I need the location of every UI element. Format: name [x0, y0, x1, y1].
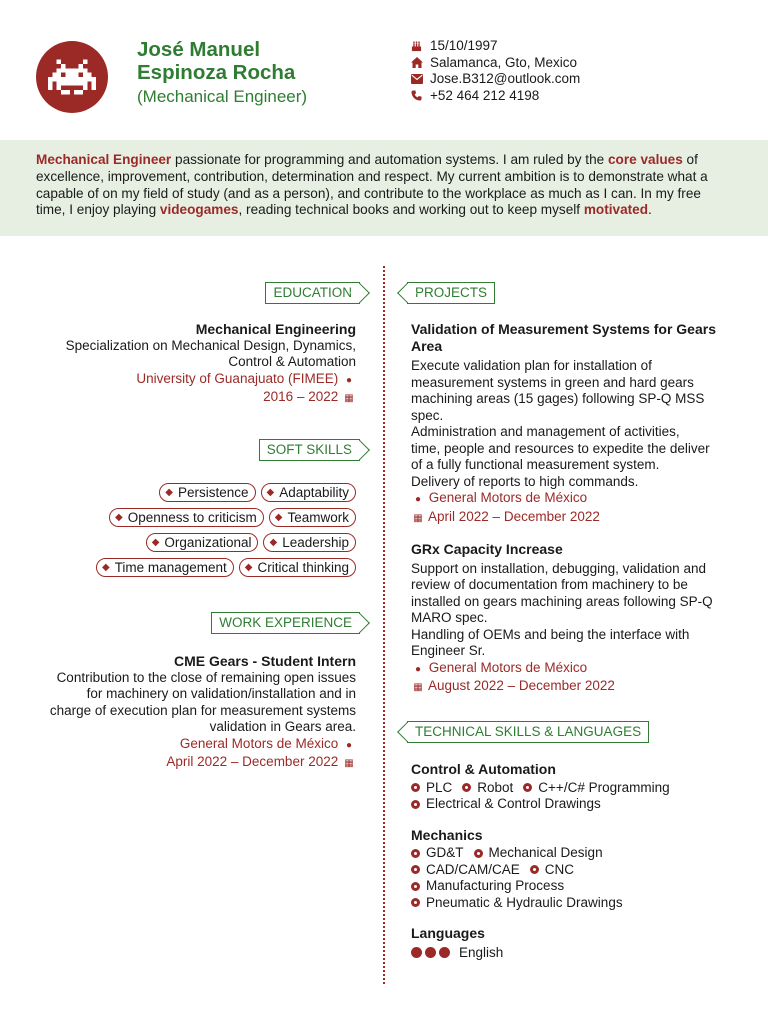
map-pin-icon: ● [414, 663, 422, 675]
education-section [26, 321, 356, 408]
level-dot-icon [411, 947, 422, 958]
project-2-line: review of documentation from machinery to be [411, 577, 688, 592]
home-icon [411, 57, 430, 68]
envelope-icon [411, 74, 430, 84]
soft-skills-heading: SOFT SKILLS [259, 439, 360, 461]
education-school [26, 371, 356, 390]
skill-row [411, 895, 741, 912]
project-2-dates [411, 678, 741, 697]
language-name: English [459, 944, 504, 960]
soft-skills-row [56, 508, 356, 527]
email-text[interactable]: Jose.B312@outlook.com [430, 71, 581, 86]
project-1-line: time, people and resources to expedite the deliver [411, 440, 710, 456]
skill-label: CNC [544, 861, 575, 877]
location-text: Salamanca, Gto, Mexico [430, 54, 578, 70]
skill-label: PLC [426, 779, 453, 795]
soft-skill-label: Persistence [177, 484, 249, 500]
soft-skills-row [56, 483, 356, 502]
work-desc-line-2: for machinery on validation/installation and in [86, 686, 356, 701]
bullet-icon [474, 849, 483, 858]
tag-icon: ◆ [101, 561, 110, 573]
soft-skill-label: Leadership [282, 534, 349, 550]
skill-row [411, 862, 741, 879]
map-pin-icon: ● [345, 739, 353, 751]
soft-skill-pill [109, 508, 264, 527]
birthdate-text: 15/10/1997 [430, 38, 498, 53]
school-text: University of Guanajuato (FIMEE) [136, 370, 339, 386]
skill-label: CAD/CAM/CAE [426, 861, 520, 877]
work-desc-line-1: Contribution to the close of remaining open issues [56, 669, 356, 685]
soft-skill-pill [263, 533, 356, 552]
project-1-line: Execute validation plan for installation of [411, 358, 652, 373]
language-level [411, 947, 453, 958]
tag-icon: ◆ [269, 536, 278, 548]
project-2-line: Engineer Sr. [411, 643, 486, 658]
control-automation-title: Control & Automation [411, 761, 556, 777]
phone-text[interactable]: +52 464 212 4198 [430, 87, 540, 103]
soft-skill-pill [269, 508, 356, 527]
bullet-icon [411, 800, 420, 809]
soft-skills-row [56, 533, 356, 552]
summary-text-2: of excellence, improvement, contribution, determination and respect. My current ambition is to demonstrate what a capable of on my field of study (and as a person), and contribute to the workplace as much as I can. In my free time, I enjoy playing [36, 152, 708, 218]
education-degree: Mechanical Engineering [195, 321, 356, 337]
soft-skill-pill [146, 533, 259, 552]
calendar-icon: ▦ [344, 758, 354, 769]
level-dot-icon [439, 947, 450, 958]
skill-item [411, 845, 464, 862]
soft-skill-label: Openness to criticism [127, 509, 257, 525]
soft-skills-row [56, 558, 356, 577]
avatar [36, 41, 108, 113]
contact-email[interactable] [411, 71, 580, 88]
bullet-icon [411, 865, 420, 874]
calendar-icon: ▦ [344, 393, 354, 404]
languages-title: Languages [411, 925, 485, 941]
name-line-2: Espinoza Rocha [137, 61, 296, 84]
map-pin-icon: ● [345, 374, 353, 386]
skill-row [411, 878, 741, 895]
project-2-company [411, 660, 741, 679]
soft-skill-pill [159, 483, 255, 502]
education-years [26, 389, 356, 408]
bullet-icon [411, 882, 420, 891]
bullet-icon [530, 865, 539, 874]
map-pin-icon: ● [414, 494, 422, 505]
column-divider [383, 266, 385, 984]
calendar-icon: ▦ [413, 682, 423, 693]
project-1-title-line-2: Area [411, 337, 443, 354]
contact-birthdate [411, 38, 580, 55]
summary-text-3: , reading technical books and working out to keep myself [238, 202, 584, 218]
project-1-dates [411, 509, 741, 528]
tag-icon: ◆ [266, 486, 275, 498]
work-desc-line-3: charge of execution plan for measurement systems [49, 702, 356, 718]
summary-highlight-motivated: motivated [583, 202, 649, 218]
work-experience-section [16, 653, 356, 773]
level-dot-icon [425, 947, 436, 958]
skill-item [411, 796, 601, 813]
technical-skills-heading: TECHNICAL SKILLS & LANGUAGES [407, 721, 649, 743]
project-2-line: MARO spec. [411, 610, 488, 625]
tag-icon: ◆ [115, 511, 123, 523]
dates-text: April 2022 – December 2022 [166, 754, 339, 769]
tag-icon: ◆ [244, 561, 253, 573]
education-spec-line-1: Specialization on Mechanical Design, Dynamics, [65, 337, 356, 353]
work-title: CME Gears - Student Intern [173, 653, 356, 669]
work-desc-line-4: validation in Gears area. [209, 719, 356, 734]
job-role: (Mechanical Engineer) [137, 87, 308, 106]
dates-text: April 2022 – December 2022 [428, 508, 600, 524]
cake-icon [411, 41, 430, 52]
soft-skill-label: Critical thinking [257, 559, 349, 575]
profile-summary [0, 140, 768, 236]
soft-skill-label: Organizational [164, 534, 252, 550]
projects-heading: PROJECTS [407, 282, 495, 304]
skill-label: Mechanical Design [488, 845, 603, 860]
project-1-line: Administration and management of activities, [411, 424, 680, 439]
skill-label: GD&T [426, 845, 464, 860]
skill-label: Pneumatic & Hydraulic Drawings [426, 894, 623, 910]
soft-skill-pill [239, 558, 356, 577]
soft-skill-pill [261, 483, 357, 502]
skill-item [462, 780, 513, 797]
skill-item [474, 845, 603, 862]
contact-location [411, 55, 580, 72]
header [0, 0, 768, 140]
education-spec-line-2: Control & Automation [228, 354, 356, 369]
bullet-icon [411, 783, 420, 792]
project-1-line: of a fully functional measurement system. [411, 457, 660, 472]
tag-icon: ◆ [165, 486, 173, 498]
project-2-line: installed on gears machining areas following SP-Q [411, 593, 713, 609]
bullet-icon [523, 783, 532, 792]
summary-highlight-values: core values [607, 152, 683, 167]
summary-text-1: passionate for programming and automation systems. I am ruled by the [171, 152, 608, 167]
dates-text: August 2022 – December 2022 [428, 678, 615, 693]
skill-row [411, 796, 741, 813]
bullet-icon [462, 783, 471, 792]
contact-phone[interactable] [411, 88, 580, 105]
tag-icon: ◆ [274, 511, 283, 523]
soft-skill-label: Teamwork [287, 509, 349, 525]
summary-text-4: . [648, 202, 652, 218]
skill-row [411, 780, 741, 797]
soft-skill-pill [96, 558, 234, 577]
skill-row [411, 845, 741, 862]
project-2-title: GRx Capacity Increase [411, 541, 563, 557]
project-1-line: measurement systems in green and hard gears [411, 374, 694, 390]
work-experience-heading: WORK EXPERIENCE [211, 612, 360, 634]
language-row [411, 945, 741, 962]
years-text: 2016 – 2022 [263, 389, 339, 404]
skill-item [530, 862, 574, 879]
skill-label: Electrical & Control Drawings [426, 796, 601, 811]
space-invader-icon [48, 58, 96, 96]
skill-item [411, 895, 623, 912]
work-dates [16, 754, 356, 773]
company-text: General Motors de México [179, 735, 339, 751]
education-heading: EDUCATION [265, 282, 360, 304]
bullet-icon [411, 898, 420, 907]
summary-highlight-videogames: videogames [159, 202, 239, 218]
project-1-line: Delivery of reports to high commands. [411, 473, 639, 489]
project-2-line: Handling of OEMs and being the interface with [411, 626, 690, 642]
skill-label: Robot [477, 779, 514, 795]
projects-section [411, 321, 741, 697]
skill-item [411, 878, 564, 895]
name-line-1: José Manuel [137, 38, 261, 61]
skill-item [523, 780, 669, 797]
skill-item [411, 862, 520, 879]
soft-skill-label: Adaptability [279, 484, 349, 500]
contact-info [411, 38, 580, 104]
work-company [16, 736, 356, 755]
summary-highlight-role: Mechanical Engineer [36, 152, 172, 167]
full-name [137, 38, 295, 84]
project-1-line: spec. [411, 407, 444, 423]
skill-label: Manufacturing Process [426, 878, 565, 893]
skill-label: C++/C# Programming [538, 779, 670, 795]
calendar-icon: ▦ [413, 512, 423, 524]
company-text: General Motors de México [428, 659, 588, 675]
mechanics-title: Mechanics [411, 826, 483, 843]
bullet-icon [411, 849, 420, 858]
project-1-company [411, 490, 741, 509]
project-1-title-line-1: Validation of Measurement Systems for Gears [411, 321, 716, 337]
company-text: General Motors de México [428, 490, 588, 505]
skill-item [411, 780, 452, 797]
tag-icon: ◆ [151, 536, 160, 548]
soft-skills-list [56, 483, 356, 583]
technical-skills-section [411, 761, 741, 961]
phone-icon [411, 90, 430, 101]
soft-skill-label: Time management [114, 559, 227, 575]
project-1-line: machining areas (15 gages) following SP-Q MSS [411, 391, 705, 406]
project-2-line: Support on installation, debugging, validation and [411, 560, 706, 576]
